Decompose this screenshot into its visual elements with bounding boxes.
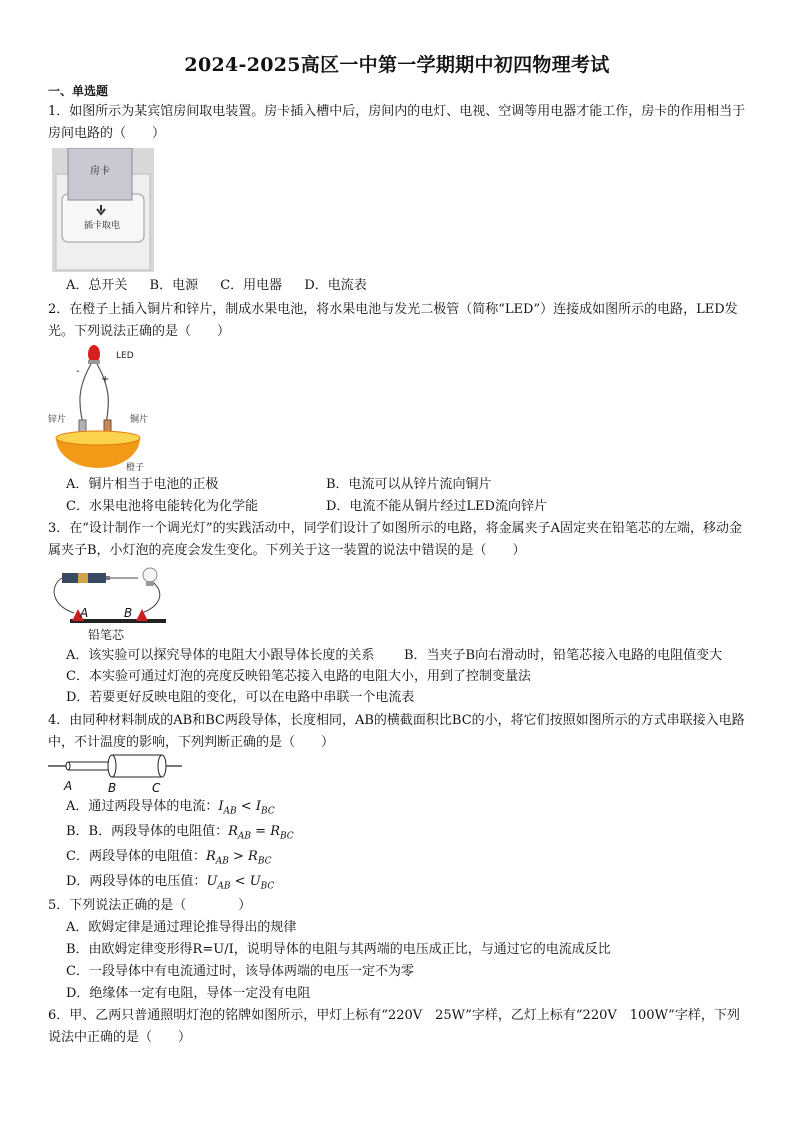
clip-b-label: B	[124, 606, 133, 620]
question-6-stem: 6．甲、乙两只普通照明灯泡的铭牌如图所示，甲灯上标有“220V 25W”字样，乙灯上标有“220V 100W”字样，下列说法中正确的是（ ）	[48, 1008, 740, 1045]
q4-option-b[interactable]	[66, 822, 294, 847]
q5-option-a[interactable]: A．欧姆定律是通过理论推导得出的规律	[66, 920, 297, 935]
point-a-label: A	[64, 779, 73, 793]
minus-label: -	[76, 366, 80, 377]
clip-a-label: A	[80, 606, 89, 620]
card-label: 房卡	[90, 166, 110, 177]
question-1-options	[66, 276, 385, 296]
plus-label: +	[101, 374, 110, 385]
q3-option-c[interactable]: C．本实验可通过灯泡的亮度反映铅笔芯接入电路的电阻大小，用到了控制变量法	[66, 669, 531, 684]
q4-option-c[interactable]	[66, 847, 272, 872]
q4-option-d-text: D．两段导体的电压值：	[66, 874, 207, 889]
question-5-stem: 5．下列说法正确的是（ ）	[48, 898, 252, 913]
q5-option-c[interactable]: C．一段导体中有电流通过时，该导体两端的电压一定不为零	[66, 964, 414, 979]
q4-option-d[interactable]	[66, 872, 274, 897]
q3-option-b[interactable]: B．当夹子B向右滑动时，铅笔芯接入电路的电阻值变大	[404, 648, 723, 663]
fruit-battery-figure	[48, 342, 158, 472]
q4-option-b-formula: $R_{AB} = R_{BC}$	[228, 824, 294, 842]
q4-option-a[interactable]	[66, 797, 275, 822]
orange-label: 橙子	[126, 463, 145, 472]
q3-option-a[interactable]: A．该实验可以探究导体的电阻大小跟导体长度的关系	[66, 648, 375, 663]
question-4-stem: 4．由同种材料制成的AB和BC两段导体，长度相同，AB的横截面积比BC的小，将它们按照如图所示的方式串联接入电路中，不计温度的影响，下列判断正确的是（ ）	[48, 713, 745, 750]
q4-option-a-formula: $I_{AB} < I_{BC}$	[218, 799, 275, 817]
q2-option-b[interactable]: B．电流可以从锌片流向铜片	[326, 477, 492, 492]
q2-option-a[interactable]: A．铜片相当于电池的正极	[66, 477, 219, 492]
conductor-figure	[48, 752, 182, 794]
q1-option-a[interactable]: A．总开关	[66, 278, 128, 293]
q2-option-c[interactable]: C．水果电池将电能转化为化学能	[66, 499, 258, 514]
slot-label: 插卡取电	[83, 221, 121, 231]
led-label: LED	[116, 351, 134, 361]
zinc-label: 锌片	[48, 415, 67, 425]
exam-title: 2024-2025高区一中第一学期期中初四物理考试	[184, 54, 610, 76]
q4-option-c-formula: $R_{AB} > R_{BC}$	[205, 849, 272, 867]
section-heading: 一、单选题	[48, 84, 109, 98]
pencil-lead-label: 铅笔芯	[88, 628, 125, 642]
point-c-label: C	[152, 781, 161, 794]
dimmer-circuit-figure	[48, 565, 178, 643]
q3-option-d[interactable]: D．若要更好反映电阻的变化，可以在电路中串联一个电流表	[66, 690, 415, 705]
q4-option-c-text: C．两段导体的电阻值：	[66, 849, 206, 864]
q5-option-b[interactable]: B．由欧姆定律变形得R=U/I，说明导体的电阻与其两端的电压成正比，与通过它的电流成反比	[66, 942, 611, 957]
q5-option-d[interactable]: D．绝缘体一定有电阻，导体一定没有电阻	[66, 986, 311, 1001]
q4-option-d-formula: $U_{AB} < U_{BC}$	[206, 874, 275, 892]
room-card-figure	[52, 148, 154, 272]
question-3-stem: 3．在“设计制作一个调光灯”的实践活动中，同学们设计了如图所示的电路，将金属夹子A固定夹在铅笔芯的左端，移动金属夹子B，小灯泡的亮度会发生变化。下列关于这一装置的说法中错误的是（ ）	[48, 521, 742, 558]
q2-option-d[interactable]: D．电流不能从铜片经过LED流向锌片	[326, 499, 547, 514]
copper-label: 铜片	[130, 415, 149, 425]
q1-option-c[interactable]: C．用电器	[220, 278, 283, 293]
q1-option-d[interactable]: D．电流表	[304, 278, 367, 293]
q1-option-b[interactable]: B．电源	[149, 278, 199, 293]
point-b-label: B	[108, 781, 117, 794]
question-1-stem: 1．如图所示为某宾馆房间取电装置。房卡插入槽中后，房间内的电灯、电视、空调等用电器才能工作，房卡的作用相当于房间电路的（ ）	[48, 104, 746, 141]
q4-option-b-text: B．B．两段导体的电阻值：	[66, 824, 229, 839]
question-2-stem: 2．在橙子上插入铜片和锌片，制成水果电池，将水果电池与发光二极管（简称“LED”）连接成如图所示的电路，LED发光。下列说法正确的是（ ）	[48, 302, 738, 339]
q4-option-a-text: A．通过两段导体的电流：	[66, 799, 219, 814]
